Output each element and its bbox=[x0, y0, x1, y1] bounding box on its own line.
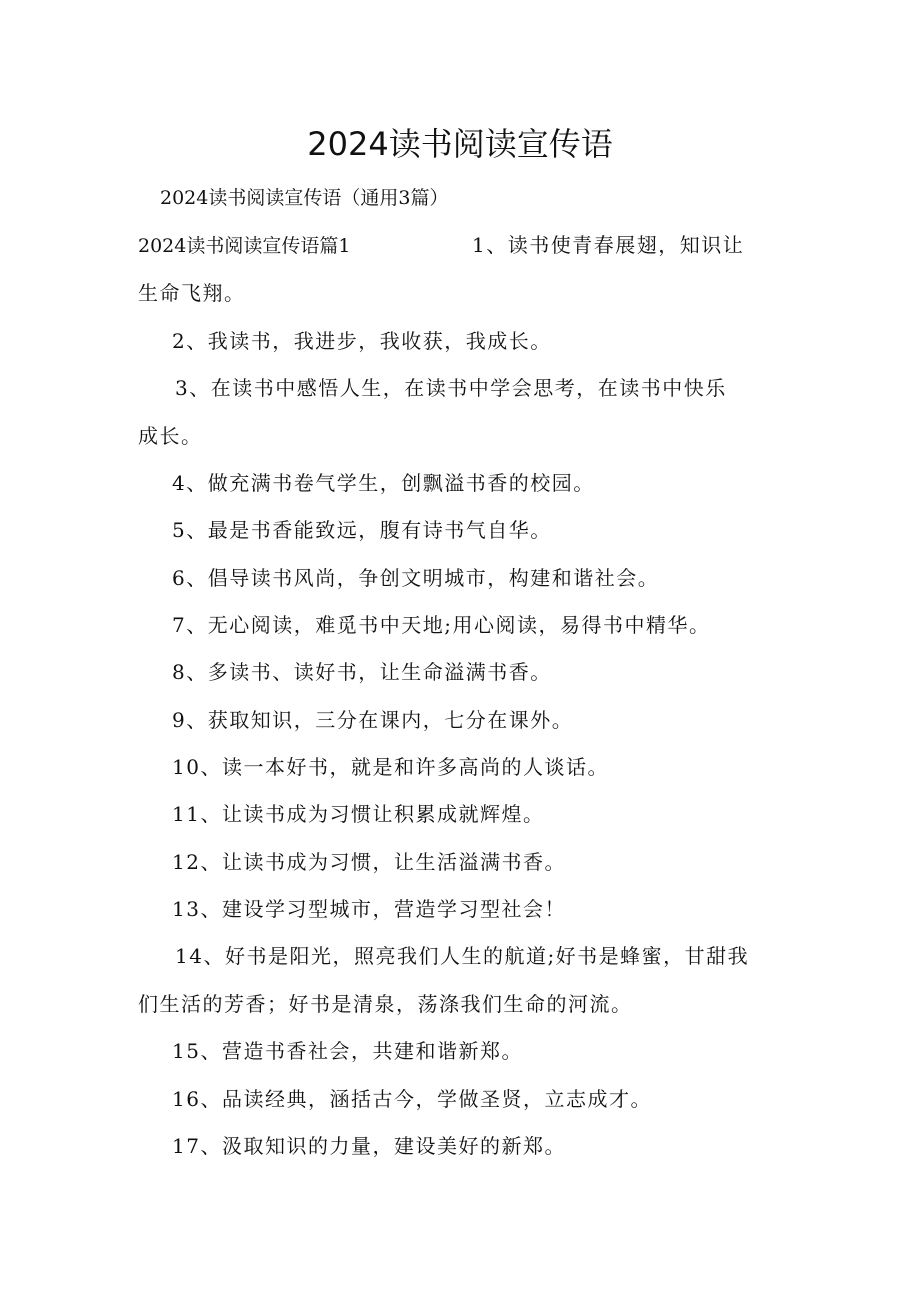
list-item-16: 16、品读经典，涵括古今，学做圣贤，立志成才。 bbox=[172, 1087, 652, 1111]
list-item-3-line1: 3、在读书中感悟人生，在读书中学会思考，在读书中快乐 bbox=[175, 376, 727, 400]
list-item-14-line2: 们生活的芳香；好书是清泉，荡涤我们生命的河流。 bbox=[138, 992, 633, 1016]
section-heading: 2024读书阅读宣传语篇1 bbox=[138, 235, 351, 257]
document-title: 2024读书阅读宣传语 bbox=[307, 125, 613, 163]
list-item-9: 9、获取知识，三分在课内，七分在课外。 bbox=[172, 708, 574, 732]
list-item-11: 11、让读书成为习惯让积累成就辉煌。 bbox=[172, 802, 545, 826]
list-item-8: 8、多读书、读好书，让生命溢满书香。 bbox=[172, 660, 552, 684]
list-item-10: 10、读一本好书，就是和许多高尚的人谈话。 bbox=[172, 755, 609, 779]
list-item-5: 5、最是书香能致远，腹有诗书气自华。 bbox=[172, 518, 552, 542]
list-item-1-line2: 生命飞翔。 bbox=[138, 281, 246, 305]
list-item-12: 12、让读书成为习惯，让生活溢满书香。 bbox=[172, 850, 566, 874]
list-item-17: 17、汲取知识的力量，建设美好的新郑。 bbox=[172, 1134, 566, 1158]
list-item-2: 2、我读书，我进步，我收获，我成长。 bbox=[172, 329, 552, 353]
list-item-6: 6、倡导读书风尚，争创文明城市，构建和谐社会。 bbox=[172, 566, 660, 590]
list-item-14-line1: 14、好书是阳光，照亮我们人生的航道;好书是蜂蜜，甘甜我 bbox=[175, 944, 750, 968]
list-item-15: 15、营造书香社会，共建和谐新郑。 bbox=[172, 1039, 523, 1063]
list-item-13: 13、建设学习型城市，营造学习型社会！ bbox=[172, 897, 566, 921]
list-item-4: 4、做充满书卷气学生，创飘溢书香的校园。 bbox=[172, 471, 595, 495]
list-item-1-line1: 1、读书使青春展翅，知识让 bbox=[472, 233, 745, 257]
list-item-3-line2: 成长。 bbox=[138, 424, 203, 448]
list-item-7: 7、无心阅读，难觅书中天地;用心阅读，易得书中精华。 bbox=[172, 613, 711, 637]
document-subtitle: 2024读书阅读宣传语（通用3篇） bbox=[160, 187, 449, 209]
